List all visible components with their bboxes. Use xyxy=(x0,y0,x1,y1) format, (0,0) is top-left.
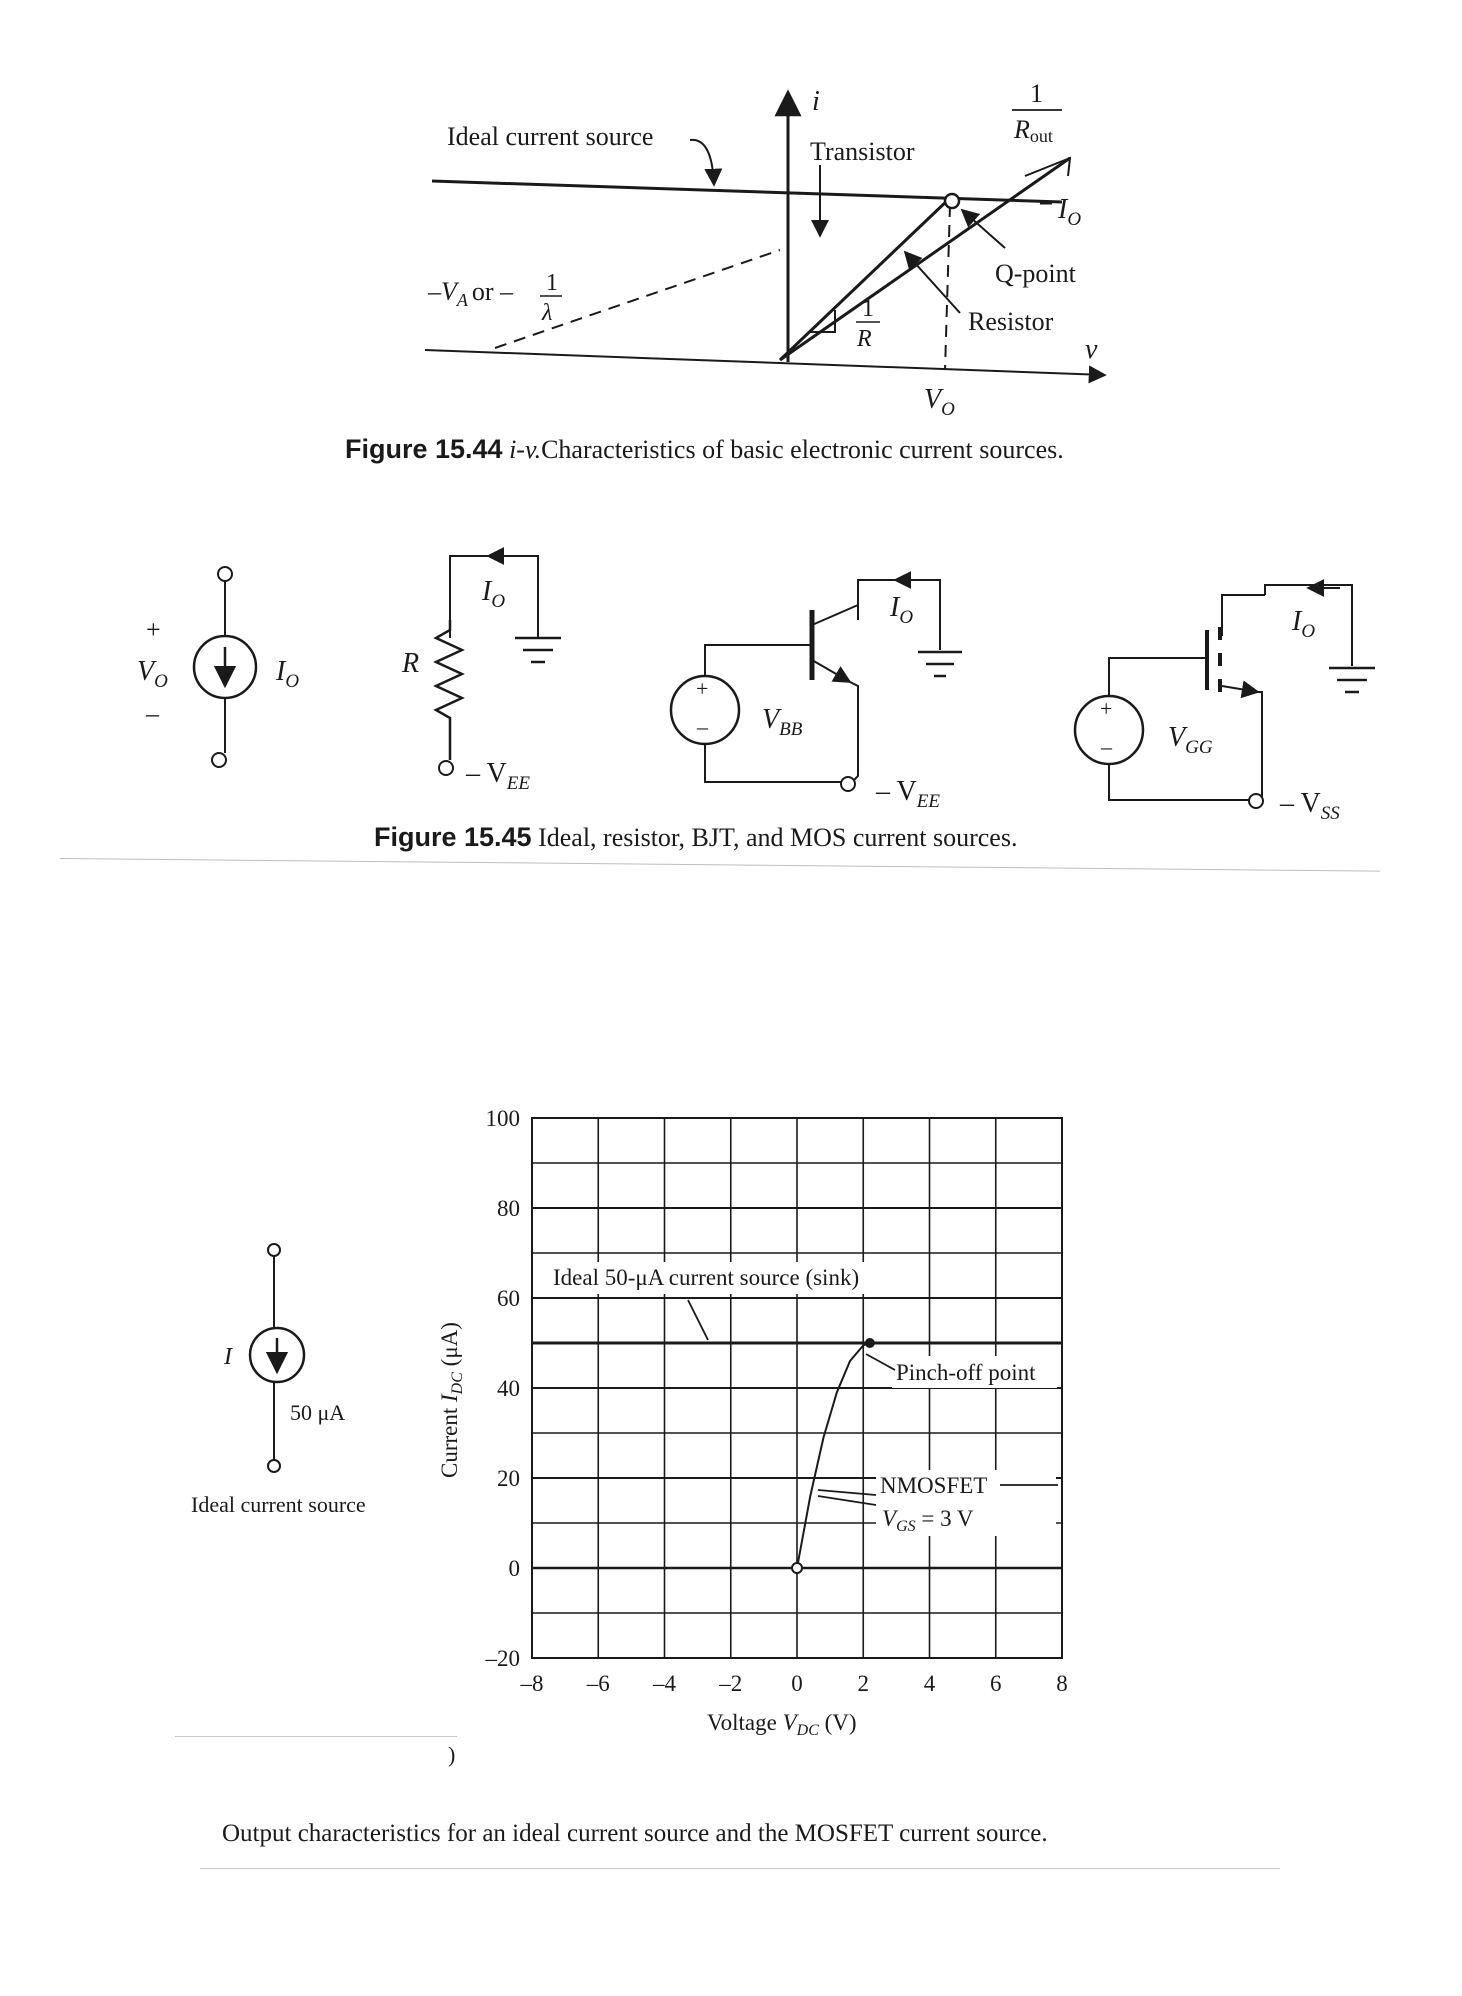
x-tick-label: –6 xyxy=(586,1671,610,1696)
nmosfet-leader xyxy=(818,1490,876,1495)
pinch-off-marker xyxy=(865,1338,875,1348)
mos-source-minus: – xyxy=(1101,734,1112,759)
r-slope-denominator: R xyxy=(857,326,872,352)
transistor-label: Transistor xyxy=(810,137,915,166)
ideal-io-label: $I_O$ xyxy=(276,656,300,692)
mos-vss-label: – $V_{SS}$ xyxy=(1280,788,1340,824)
pinch-off-leader xyxy=(866,1354,895,1370)
x-tick-label: 2 xyxy=(857,1671,869,1696)
bjt-io-label: $I_O$ xyxy=(890,592,914,628)
lambda-numerator: 1 xyxy=(546,270,558,296)
section-divider xyxy=(60,858,1380,872)
ideal-plus: + xyxy=(146,615,161,644)
x-tick-label: –8 xyxy=(520,1671,544,1696)
figure-15-44-number: Figure 15.44 xyxy=(345,434,503,464)
ideal-source-caption: Ideal current source xyxy=(191,1492,366,1517)
figure-15-45-text: Ideal, resistor, BJT, and MOS current sources. xyxy=(538,823,1018,852)
ideal-source-value: 50 μA xyxy=(290,1400,346,1425)
lambda-denominator: λ xyxy=(542,300,553,326)
ideal-source-annotation: Ideal 50-μA current source (sink) xyxy=(553,1265,860,1290)
y-tick-label: 80 xyxy=(497,1196,520,1221)
figure-15-45-diagram xyxy=(0,540,1462,840)
output-characteristics-chart xyxy=(0,1080,1462,1760)
figure-15-44-caption xyxy=(345,434,1064,465)
bjt-vee-label: – $V_{EE}$ xyxy=(876,776,940,812)
ideal-source-annotation-leader xyxy=(688,1300,708,1340)
resistor-current-source-circuit xyxy=(436,556,561,775)
v-axis xyxy=(425,350,1105,375)
chart-stray-paren: ) xyxy=(448,1742,456,1767)
y-tick-label: –20 xyxy=(485,1646,520,1671)
x-tick-label: 0 xyxy=(791,1671,803,1696)
ideal-minus: – xyxy=(146,699,159,728)
io-label: $I_O$ xyxy=(1058,194,1082,230)
bjt-current-source-circuit xyxy=(671,580,962,791)
nmosfet-leader-2 xyxy=(818,1496,876,1505)
v-axis-label: v xyxy=(1085,334,1098,365)
ideal-current-source-label: Ideal current source xyxy=(447,122,654,151)
y-tick-label: 20 xyxy=(497,1466,520,1491)
chart-caption-rule xyxy=(200,1868,1280,1869)
ideal-source-pointer xyxy=(690,140,714,185)
bjt-source-minus: – xyxy=(697,714,708,739)
mos-current-source-circuit xyxy=(1075,585,1375,808)
x-tick-label: 6 xyxy=(990,1671,1002,1696)
resistor-label: Resistor xyxy=(968,307,1054,336)
x-tick-label: 4 xyxy=(923,1671,936,1696)
early-voltage-dashed xyxy=(495,250,780,348)
y-tick-label: 60 xyxy=(497,1286,520,1311)
q-point-marker xyxy=(945,194,959,208)
pinch-off-annotation: Pinch-off point xyxy=(896,1360,1036,1385)
mos-vgg-label: $V_{GG}$ xyxy=(1168,722,1213,758)
x-tick-label: –4 xyxy=(653,1671,676,1696)
x-tick-label: 8 xyxy=(1056,1671,1068,1696)
i-axis-label: i xyxy=(812,86,820,117)
ideal-source-line xyxy=(432,181,1062,202)
y-tick-label: 40 xyxy=(497,1376,520,1401)
vgs-annotation: $V_{GS} = 3$ V xyxy=(882,1506,974,1535)
figure-15-44-diagram xyxy=(0,0,1462,500)
figure-15-45-number: Figure 15.45 xyxy=(374,822,532,852)
early-voltage-label: $-V_A$ or – xyxy=(428,277,514,310)
chart-caption: Output characteristics for an ideal current source and the MOSFET current source. xyxy=(222,1820,1048,1847)
x-axis-title: Voltage $V_{DC}$ (V) xyxy=(707,1710,857,1739)
nmosfet-annotation: NMOSFET xyxy=(880,1473,988,1498)
resistor-r-label: R xyxy=(402,648,420,679)
figure-15-45-caption xyxy=(374,822,1017,853)
resistor-pointer xyxy=(905,252,960,313)
rout-denominator: Rout xyxy=(1014,115,1053,146)
mos-io-label: $I_O$ xyxy=(1292,606,1316,642)
bjt-source-plus: + xyxy=(696,676,709,701)
figure-15-44-var: i-v. xyxy=(509,435,542,464)
chart-tick-labels xyxy=(485,1106,1068,1696)
q-point-dashed xyxy=(945,205,950,370)
ideal-current-source-circuit xyxy=(194,567,256,767)
y-axis-title: Current $I_{DC}$ (μA) xyxy=(437,1322,466,1478)
q-point-label: Q-point xyxy=(995,259,1076,288)
ideal-source-i-label: I xyxy=(224,1344,232,1370)
origin-marker xyxy=(792,1563,802,1573)
mos-source-plus: + xyxy=(1100,696,1113,721)
figure-15-44-text: Characteristics of basic electronic current sources. xyxy=(541,435,1064,464)
vo-axis-label: $V_O$ xyxy=(924,384,955,420)
resistor-io-label: $I_O$ xyxy=(482,576,506,612)
rout-numerator: 1 xyxy=(1030,79,1043,108)
resistor-vee-label: – $V_{EE}$ xyxy=(466,758,530,794)
y-tick-label: 0 xyxy=(508,1556,520,1581)
x-tick-label: –2 xyxy=(719,1671,743,1696)
ideal-vo-label: $V_O$ xyxy=(137,656,168,692)
y-tick-label: 100 xyxy=(485,1106,520,1131)
r-slope-numerator: 1 xyxy=(862,296,874,322)
chart-left-rule xyxy=(175,1736,457,1737)
bjt-vbb-label: $V_{BB}$ xyxy=(762,704,803,740)
